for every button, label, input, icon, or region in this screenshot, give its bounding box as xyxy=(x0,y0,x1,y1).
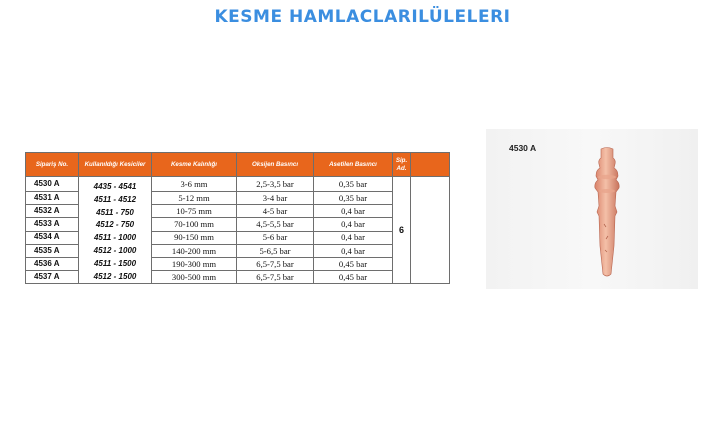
thickness-cell: 90-150 mm xyxy=(152,231,237,244)
order-code-cell: 4531 A xyxy=(26,191,79,204)
oxygen-cell: 6,5-7,5 bar xyxy=(237,257,314,270)
table-header-row xyxy=(26,153,450,177)
cutter-model: 4511 - 750 xyxy=(96,207,134,217)
page-title: KESME HAMLACLARILÜLELERI xyxy=(214,7,511,27)
order-code-cell: 4533 A xyxy=(26,218,79,231)
cutter-model: 4435 - 4541 xyxy=(93,182,137,191)
acetylene-cell: 0,45 bar xyxy=(314,257,393,270)
header-acetylene: Asetilen Basıncı xyxy=(314,153,393,177)
cutter-model: 4512 - 1500 xyxy=(93,271,137,281)
cutters-cell xyxy=(79,177,152,284)
nozzle-spec-table xyxy=(25,152,450,284)
header-cutters: Kullanıldığı Kesiciler xyxy=(79,153,152,177)
cutter-model: 4511 - 1000 xyxy=(93,233,137,243)
acetylene-cell: 0,45 bar xyxy=(314,271,393,284)
cutter-model: 4511 - 1500 xyxy=(93,258,137,268)
order-code-cell: 4530 A xyxy=(26,177,79,192)
thickness-cell: 10-75 mm xyxy=(152,205,237,218)
thickness-cell: 190-300 mm xyxy=(152,257,237,270)
header-order-no: Sipariş No. xyxy=(26,153,79,177)
oxygen-cell: 6,5-7,5 bar xyxy=(237,271,314,284)
acetylene-cell: 0,4 bar xyxy=(314,218,393,231)
order-qty-cell: 6 xyxy=(393,177,411,284)
oxygen-cell: 5-6,5 bar xyxy=(237,244,314,257)
acetylene-cell: 0,35 bar xyxy=(314,177,393,192)
order-code-cell: 4535 A xyxy=(26,244,79,257)
thickness-cell: 3-6 mm xyxy=(152,177,237,192)
order-code-cell: 4532 A xyxy=(26,205,79,218)
header-thickness: Kesme Kalınlığı xyxy=(152,153,237,177)
cutter-model: 4512 - 750 xyxy=(95,220,135,230)
cutter-model: 4511 - 4512 xyxy=(93,194,137,204)
oxygen-cell: 3-4 bar xyxy=(237,191,314,204)
oxygen-cell: 2,5-3,5 bar xyxy=(237,177,314,192)
header-blank xyxy=(411,153,450,177)
cutter-model: 4512 - 1000 xyxy=(93,245,137,255)
order-code-cell: 4537 A xyxy=(26,271,79,284)
cutting-nozzle-icon xyxy=(582,146,632,281)
order-code-cell: 4536 A xyxy=(26,257,79,270)
order-code-cell: 4534 A xyxy=(26,231,79,244)
blank-cell xyxy=(411,177,450,284)
acetylene-cell: 0,4 bar xyxy=(314,244,393,257)
thickness-cell: 140-200 mm xyxy=(152,244,237,257)
oxygen-cell: 5-6 bar xyxy=(237,231,314,244)
acetylene-cell: 0,4 bar xyxy=(314,231,393,244)
acetylene-cell: 0,4 bar xyxy=(314,205,393,218)
acetylene-cell: 0,35 bar xyxy=(314,191,393,204)
header-qty: Sip. Ad. xyxy=(393,153,411,177)
header-oxygen: Oksijen Basıncı xyxy=(237,153,314,177)
table-row xyxy=(26,177,450,192)
product-photo-label: 4530 A xyxy=(509,143,537,153)
thickness-cell: 5-12 mm xyxy=(152,191,237,204)
thickness-cell: 300-500 mm xyxy=(152,271,237,284)
thickness-cell: 70-100 mm xyxy=(152,218,237,231)
oxygen-cell: 4,5-5,5 bar xyxy=(237,218,314,231)
oxygen-cell: 4-5 bar xyxy=(237,205,314,218)
